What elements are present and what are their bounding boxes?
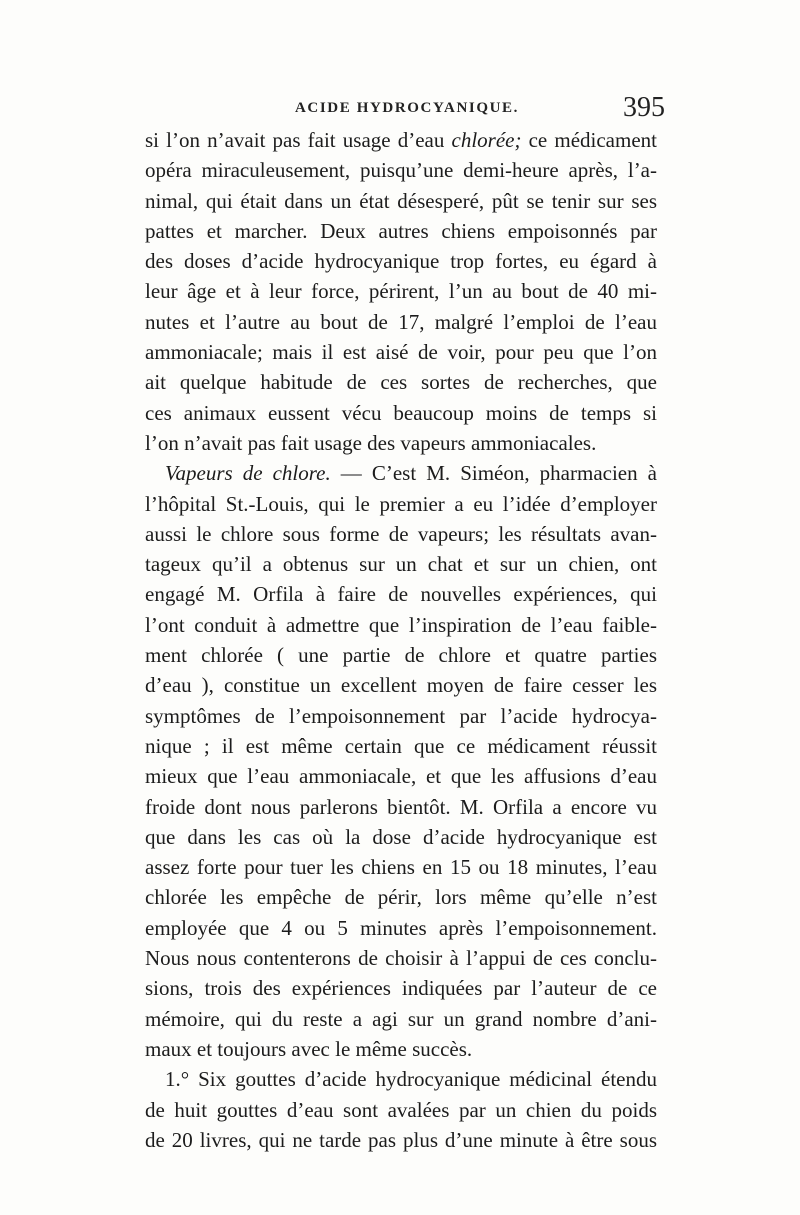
section-heading-line: Vapeurs de chlore. — C’est M. Siméon, pharmacien à (165, 461, 657, 486)
text-line: ammoniacale; mais il est aisé de voir, pour peu que l’on (145, 340, 657, 365)
text-line: mieux que l’eau ammoniacale, et que les affusions d’eau (145, 764, 657, 789)
text-line: nimal, qui était dans un état désesperé, pût se tenir sur ses (145, 188, 657, 213)
text-line: chlorée les empêche de périr, lors même qu’elle n’est (145, 885, 657, 910)
italic-phrase: Vapeurs de chlore. (165, 461, 331, 486)
numbered-paragraph-line: 1.° Six gouttes d’acide hydrocyanique médicinal étendu (165, 1067, 657, 1092)
text-line: maux et toujours avec le même succès. (145, 1036, 473, 1061)
text-line: employée que 4 ou 5 minutes après l’empoisonnement. (145, 915, 657, 940)
text-line: nutes et l’autre au bout de 17, malgré l’emploi de l’eau (145, 309, 657, 334)
text-line: aussi le chlore sous forme de vapeurs; les résultats avan- (145, 521, 657, 546)
text-line: mémoire, qui du reste a agi sur un grand nombre d’ani- (145, 1006, 657, 1031)
text-line: ment chlorée ( une partie de chlore et quatre parties (145, 643, 657, 668)
text-line: des doses d’acide hydrocyanique trop fortes, eu égard à (145, 249, 657, 274)
text-line: d’eau ), constitue un excellent moyen de faire cesser les (145, 673, 657, 698)
running-title: ACIDE HYDROCYANIQUE. (295, 100, 519, 116)
text-line: assez forte pour tuer les chiens en 15 ou 18 minutes, l’eau (145, 855, 657, 880)
text-line: froide dont nous parlerons bientôt. M. Orfila a encore vu (145, 794, 657, 819)
italic-phrase: chlorée; (451, 128, 522, 152)
text-line: pattes et marcher. Deux autres chiens empoisonnés par (145, 218, 657, 243)
page-number: 395 (623, 92, 665, 123)
text-line: que dans les cas où la dose d’acide hydrocyanique est (145, 824, 657, 849)
text-line: tageux qu’il a obtenus sur un chat et sur un chien, ont (145, 552, 657, 577)
running-header (145, 92, 665, 122)
text-line: ait quelque habitude de ces sortes de recherches, que (145, 370, 657, 395)
text-line: l’hôpital St.-Louis, qui le premier a eu l’idée d’employer (145, 491, 657, 516)
text-line: symptômes de l’empoisonnement par l’acide hydrocya- (145, 703, 657, 728)
text-line: leur âge et à leur force, périrent, l’un au bout de 40 mi- (145, 279, 657, 304)
text-line: l’ont conduit à admettre que l’inspiration de l’eau faible- (145, 612, 657, 637)
text-line: opéra miraculeusement, puisqu’une demi-heure après, l’a- (145, 158, 657, 183)
text-line: engagé M. Orfila à faire de nouvelles expériences, qui (145, 582, 657, 607)
body-text (145, 125, 657, 1155)
text-line: de 20 livres, qui ne tarde pas plus d’une minute à être sous (145, 1127, 657, 1152)
text-line: de huit gouttes d’eau sont avalées par un chien du poids (145, 1097, 657, 1122)
text-line: sions, trois des expériences indiquées par l’auteur de ce (145, 976, 657, 1001)
text-line: l’on n’avait pas fait usage des vapeurs ammoniacales. (145, 430, 597, 455)
text-line: Nous nous contenterons de choisir à l’appui de ces conclu- (145, 946, 657, 971)
text-line: si l’on n’avait pas fait usage d’eau chlorée; ce médicament (145, 128, 657, 152)
text-line: nique ; il est même certain que ce médicament réussit (145, 733, 657, 758)
text-line: ces animaux eussent vécu beaucoup moins de temps si (145, 400, 657, 425)
